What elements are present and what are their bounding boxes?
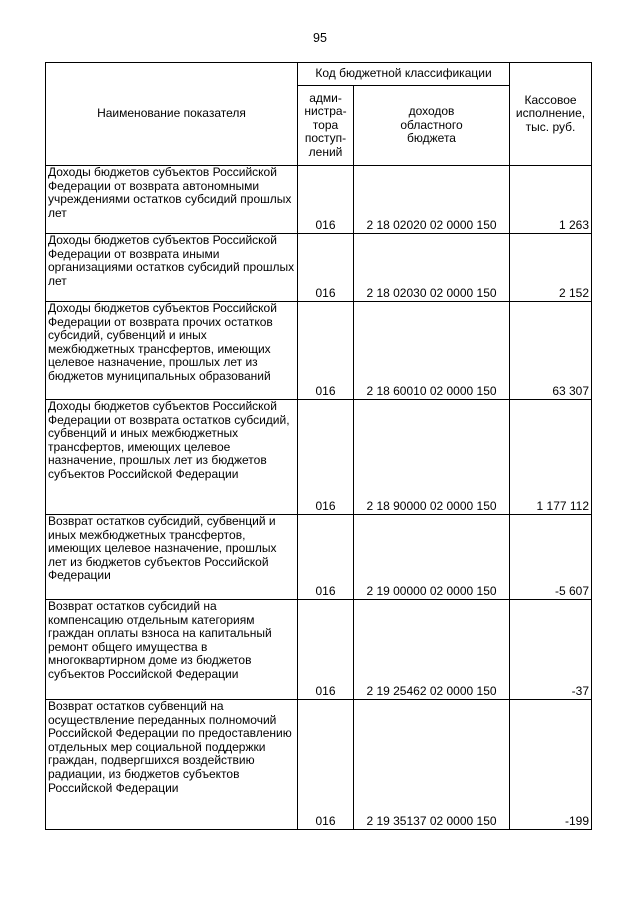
income-code-cell: 2 19 25462 02 0000 150	[354, 600, 510, 700]
income-code-cell: 2 18 90000 02 0000 150	[354, 400, 510, 515]
income-code-cell: 2 19 00000 02 0000 150	[354, 515, 510, 600]
header-admin-code: адми- нистра- тора поступ- лений	[298, 86, 354, 166]
table-row	[46, 700, 592, 830]
table-row	[46, 302, 592, 400]
amount-cell: 1 263	[510, 166, 592, 234]
amount-cell: -5 607	[510, 515, 592, 600]
table-row	[46, 400, 592, 515]
admin-code-cell: 016	[298, 234, 354, 302]
amount-cell: 63 307	[510, 302, 592, 400]
admin-code-cell: 016	[298, 600, 354, 700]
income-code-cell: 2 19 35137 02 0000 150	[354, 700, 510, 830]
indicator-name-cell: Доходы бюджетов субъектов Российской Федерации от возврата остатков субсидий, субвенций и иных межбюджетных трансфертов, имеющих целевое назначение, прошлых лет из бюджетов субъектов Российской Федерации	[46, 400, 298, 515]
header-budget-code: Код бюджетной классификации	[298, 63, 510, 86]
table-row	[46, 234, 592, 302]
table-row	[46, 166, 592, 234]
admin-code-cell: 016	[298, 700, 354, 830]
income-code-cell: 2 18 02020 02 0000 150	[354, 166, 510, 234]
header-indicator-name: Наименование показателя	[46, 63, 298, 166]
table-body	[46, 166, 592, 830]
indicator-name-cell: Доходы бюджетов субъектов Российской Федерации от возврата прочих остатков субсидий, субвенций и иных межбюджетных трансфертов, имеющих целевое назначение, прошлых лет из бюджетов муниципальных образований	[46, 302, 298, 400]
income-code-cell: 2 18 02030 02 0000 150	[354, 234, 510, 302]
header-cash-execution: Кассовое исполнение, тыс. руб.	[510, 63, 592, 166]
amount-cell: -199	[510, 700, 592, 830]
indicator-name-cell: Возврат остатков субсидий на компенсацию отдельным категориям граждан оплаты взноса на капитальный ремонт общего имущества в многоквартирном доме из бюджетов субъектов Российской Федерации	[46, 600, 298, 700]
indicator-name-cell: Возврат остатков субсидий, субвенций и иных межбюджетных трансфертов, имеющих целевое назначение, прошлых лет из бюджетов субъектов Российской Федерации	[46, 515, 298, 600]
indicator-name-cell: Доходы бюджетов субъектов Российской Федерации от возврата иными организациями остатков субсидий прошлых лет	[46, 234, 298, 302]
admin-code-cell: 016	[298, 166, 354, 234]
admin-code-cell: 016	[298, 515, 354, 600]
table-row	[46, 515, 592, 600]
income-code-cell: 2 18 60010 02 0000 150	[354, 302, 510, 400]
admin-code-cell: 016	[298, 302, 354, 400]
table-row	[46, 600, 592, 700]
amount-cell: -37	[510, 600, 592, 700]
amount-cell: 2 152	[510, 234, 592, 302]
admin-code-cell: 016	[298, 400, 354, 515]
indicator-name-cell: Доходы бюджетов субъектов Российской Федерации от возврата автономными учреждениями остатков субсидий прошлых лет	[46, 166, 298, 234]
budget-table	[45, 62, 592, 830]
header-income-code: доходов областного бюджета	[354, 86, 510, 166]
indicator-name-cell: Возврат остатков субвенций на осуществление переданных полномочий Российской Федерации по предоставлению отдельных мер социальной поддержки граждан, подвергшихся воздействию радиации, из бюджетов субъектов Российской Федерации	[46, 700, 298, 830]
page-number: 95	[313, 31, 327, 45]
amount-cell: 1 177 112	[510, 400, 592, 515]
